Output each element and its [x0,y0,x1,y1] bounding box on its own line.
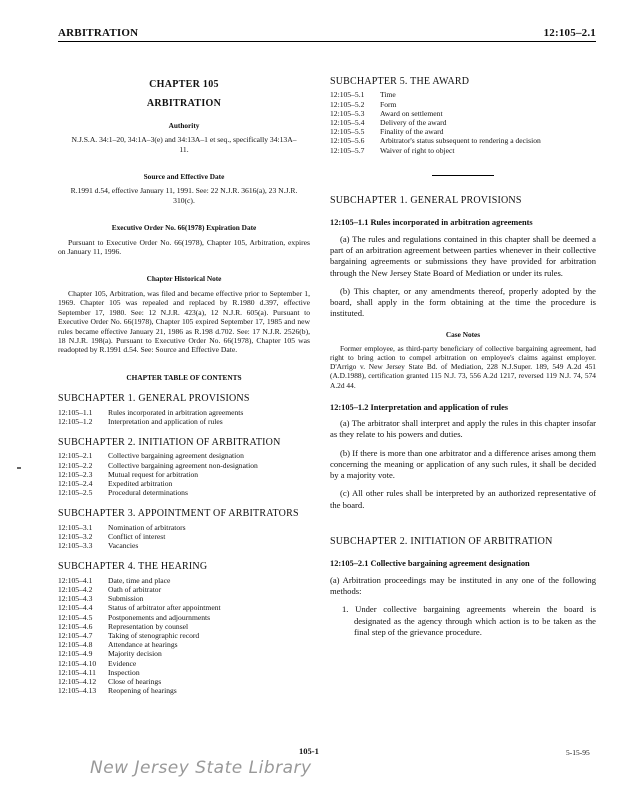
section-1-2-a: (a) The arbitrator shall interpret and apply the rules in this chapter insofar as they relate to his powers and duties. [330,418,596,440]
toc-entry-label: Representation by counsel [108,621,189,631]
toc-entry [58,532,310,541]
section-1-2-b: (b) If there is more than one arbitrator and a difference arises among them concerning the meaning or application of any such rules, it shall be decided by a majority vote. [330,447,596,481]
exec-order-text: Pursuant to Executive Order No. 66(1978), Chapter 105, Arbitration, expires on January 11, 1996. [58,237,310,257]
section-2-1-a: (a) Arbitration proceedings may be instituted in any one of the following methods: [330,574,596,597]
toc-entry-label: Waiver of right to object [380,145,455,155]
toc-entry-number: 12:105–4.8 [58,640,93,650]
toc-list-4 [58,576,310,696]
toc-entry-label: Majority decision [108,649,162,659]
library-watermark: New Jersey State Library [90,758,312,778]
toc-entry-number: 12:105–4.5 [58,612,93,622]
toc-entry-label: Inspection [108,667,140,677]
section-1-1-a: (a) The rules and regulations contained in this chapter shall be deemed a part of an arbitration agreement between parties whenever in their collective bargaining agreements or submissions they have provided for arbitration through the New Jersey State Board of Mediation or under its rules. [330,233,596,278]
toc-entry-label: Status of arbitrator after appointment [108,603,221,613]
toc-entry-number: 12:105–2.2 [58,460,93,470]
toc-entry-number: 12:105–3.2 [58,531,93,541]
toc-entry-number: 12:105–4.6 [58,621,93,631]
toc-entry-number: 12:105–5.2 [330,99,365,109]
toc-list-5 [330,90,596,154]
toc-entry-label: Delivery of the award [380,118,447,128]
toc-entry-label: Oath of arbitrator [108,584,162,594]
toc-entry-label: Date, time and place [108,575,171,585]
toc-entry [58,686,310,695]
toc-entry [58,622,310,631]
toc-list-1 [58,408,310,426]
toc-entry-label: Nomination of arbitrators [108,522,186,532]
toc-entry-label: Time [380,90,396,100]
header-section: 12:105–2.1 [543,27,596,39]
right-column [330,77,596,638]
toc-entry-label: Award on settlement [380,108,443,118]
authority-heading: Authority [168,120,200,130]
toc-entry-number: 12:105–4.3 [58,594,93,604]
source-heading: Source and Effective Date [143,172,225,182]
toc-entry-label: Taking of stenographic record [108,631,200,640]
toc-entry-label: Postponements and adjournments [108,612,211,622]
toc-entry [58,603,310,612]
toc-entry-number: 12:105–5.3 [330,108,365,118]
toc-entry [58,677,310,686]
section-1-1-heading: 12:105–1.1 Rules incorporated in arbitration agreements [330,218,533,228]
toc-entry-number: 12:105–2.1 [58,451,93,461]
toc-entry [58,631,310,640]
toc-subchapter-2: SUBCHAPTER 2. INITIATION OF ARBITRATION [58,436,281,448]
section-divider [432,175,494,176]
toc-entry [58,594,310,603]
toc-entry-number: 12:105–5.1 [330,90,365,100]
toc-entry [330,90,596,99]
toc-entry-label: Vacancies [108,541,139,551]
toc-entry-number: 12:105–3.3 [58,541,93,551]
section-1-1-b: (b) This chapter, or any amendments thereof, properly adopted by the board, shall apply in the form obtaining at the time the procedure is instituted. [330,285,596,319]
case-notes-text: Former employee, as third-party beneficiary of collective bargaining agreement, had right to bring action to compel arbitration on employee's claims against employer. D'Arrigo v. New Jersey State Bd. of Mediation, 228 N.J.Super. 189, 549 A.2d 451 (A.D.1988), certification granted 115 N.J. 73, 556 A.2d 1217, reversed 119 N.J. 74, 574 A.2d 44. [330,344,596,390]
toc-entry [58,541,310,550]
toc-entry [58,668,310,677]
toc-entry-number: 12:105–2.4 [58,478,93,488]
toc-entry [58,659,310,668]
toc-entry-number: 12:105–5.5 [330,127,365,137]
toc-entry-number: 12:105–4.13 [58,686,97,696]
toc-entry [58,640,310,649]
page-number: 105-1 [299,746,319,756]
case-notes-heading: Case Notes [445,329,481,339]
toc-entry-label: Expedited arbitration [108,478,173,488]
toc-list-3 [58,523,310,551]
toc-entry-number: 12:105–2.3 [58,469,93,479]
toc-entry-label: Form [380,99,397,109]
subchapter-2-heading: SUBCHAPTER 2. INITIATION OF ARBITRATION [330,536,553,548]
toc-entry [58,649,310,658]
authority-text: N.J.S.A. 34:1–20, 34:1A–3(e) and 34:13A–1 et seq., specifically 34:13A–11. [71,135,297,154]
toc-entry-number: 12:105–2.5 [58,488,93,498]
toc-entry-number: 12:105–4.11 [58,667,96,677]
section-2-1-item-1: 1. Under collective bargaining agreements wherein the board is designated as the agency through which action is to be taken as the final step of the grievance procedure. [342,604,596,638]
toc-entry [58,523,310,532]
toc-entry [58,585,310,594]
source-text: R.1991 d.54, effective January 11, 1991. See: 22 N.J.R. 3616(a), 23 N.J.R. 310(c). [70,186,298,205]
toc-entry-label: Reopening of hearings [108,686,177,696]
revision-date: 5-15-95 [566,748,590,757]
margin-mark [17,467,21,469]
left-column [58,56,310,695]
subchapter-1-heading: SUBCHAPTER 1. GENERAL PROVISIONS [330,194,522,206]
toc-entry-number: 12:105–1.1 [58,407,93,417]
toc-list-2 [58,451,310,497]
chapter-number: CHAPTER 105 [149,79,219,90]
toc-entry [58,417,310,426]
toc-subchapter-3: SUBCHAPTER 3. APPOINTMENT OF ARBITRATORS [58,508,299,520]
toc-entry-label: Procedural determinations [108,488,188,498]
toc-entry [58,408,310,417]
toc-entry [330,146,596,155]
toc-entry-number: 12:105–5.4 [330,118,365,128]
toc-entry-label: Finality of the award [380,127,444,137]
toc-entry-number: 12:105–5.7 [330,145,365,155]
toc-entry [58,470,310,479]
toc-entry-number: 12:105–4.7 [58,631,93,640]
toc-entry-label: Rules incorporated in arbitration agreements [108,407,244,417]
toc-entry [330,118,596,127]
toc-subchapter-5: SUBCHAPTER 5. THE AWARD [330,76,470,87]
toc-subchapter-1: SUBCHAPTER 1. GENERAL PROVISIONS [58,393,250,405]
section-1-2-heading: 12:105–1.2 Interpretation and application of rules [330,402,509,412]
toc-entry-label: Interpretation and application of rules [108,416,223,426]
toc-entry-number: 12:105–4.10 [58,658,97,668]
toc-entry-label: Arbitrator's status subsequent to rendering a decision [380,136,541,146]
toc-entry-label: Collective bargaining agreement non-designation [108,460,258,470]
toc-entry [330,136,596,145]
toc-entry-number: 12:105–4.9 [58,649,93,659]
toc-entry-number: 12:105–4.12 [58,677,97,687]
toc-entry-number: 12:105–4.1 [58,575,93,585]
toc-entry-number: 12:105–4.4 [58,603,93,613]
toc-entry [58,451,310,460]
toc-entry-number: 12:105–3.1 [58,522,93,532]
toc-entry-label: Submission [108,594,144,604]
toc-entry [330,100,596,109]
historical-note-heading: Chapter Historical Note [146,274,222,284]
toc-entry [58,461,310,470]
toc-entry-label: Close of hearings [108,677,162,687]
toc-entry [58,479,310,488]
toc-entry-number: 12:105–4.2 [58,584,93,594]
toc-entry [330,109,596,118]
toc-entry [58,576,310,585]
toc-entry-label: Mutual request for arbitration [108,469,199,479]
running-header [58,22,596,42]
section-1-2-c: (c) All other rules shall be interpreted by an authorized representative of the board. [330,488,596,510]
section-2-1-heading: 12:105–2.1 Collective bargaining agreement designation [330,559,530,569]
toc-subchapter-4: SUBCHAPTER 4. THE HEARING [58,561,208,573]
toc-entry-label: Conflict of interest [108,531,166,541]
toc-entry-label: Collective bargaining agreement designation [108,451,244,461]
historical-note-text: Chapter 105, Arbitration, was filed and became effective prior to September 1, 1969. Chapter 105 was repealed and replaced by R.1980 d.397, effective September 17, 1980. See: 12 N.J.R. 423(a), 12 N.J.R. 605(a). Pursuant to Executive Order No. 66(1978), Chapter 105 expired September 17, 1985 and new rules became effective January 21, 1986 as R.198 d.702. See: 17 N.J.R. 2526(b), 18 N.J.R. 198(a). Pursuant to Executive Order No. 66(1978), Chapter 105 was readopted by R.1991 d.54. See: Source and Effective Date. [58,288,310,355]
toc-entry-number: 12:105–5.6 [330,136,365,146]
toc-entry-label: Attendance at hearings [108,640,178,650]
toc-entry-number: 12:105–1.2 [58,416,93,426]
toc-entry [58,488,310,497]
exec-order-heading: Executive Order No. 66(1978) Expiration Date [111,223,257,233]
toc-entry [330,127,596,136]
chapter-name: ARBITRATION [146,98,222,110]
toc-heading: CHAPTER TABLE OF CONTENTS [126,372,242,382]
header-title: ARBITRATION [58,27,139,39]
toc-entry-label: Evidence [108,658,137,668]
toc-entry [58,613,310,622]
